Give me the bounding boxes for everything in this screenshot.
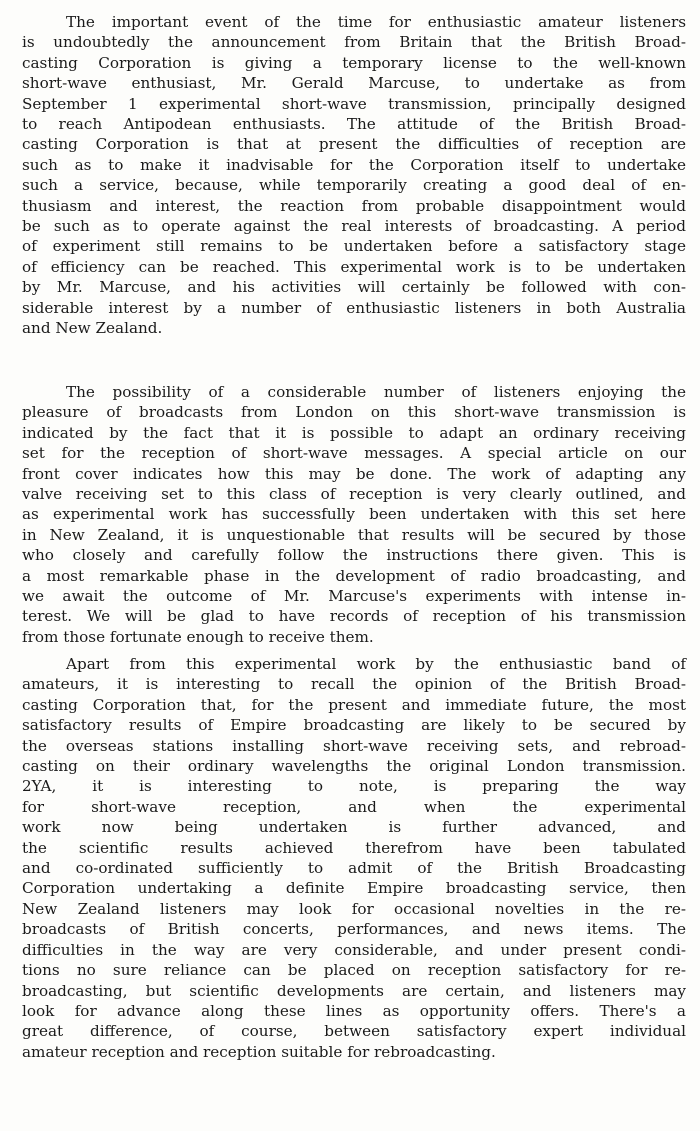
text-line: casting Corporation is that at present the difficulties of reception are [22,135,686,154]
text-line: The possibility of a considerable number of listeners enjoying the [66,383,686,401]
text-line: a most remarkable phase in the development of radio broadcasting, and [22,566,686,585]
text-line: be such as to operate against the real interests of broadcasting. A period [22,217,686,236]
text-line: valve receiving set to this class of reception is very clearly outlined, and [22,485,686,504]
text-line: set for the reception of short-wave messages. A special article on our [22,444,686,463]
text-line: tions no sure reliance can be placed on reception satisfactory for re- [22,961,686,980]
text-line: work now being undertaken is further advanced, and [22,818,686,837]
text-line: The important event of the time for enthusiastic amateur listeners [66,13,686,31]
text-line: casting Corporation is giving a temporary license to the well-known [22,53,686,72]
text-line: of experiment still remains to be undertaken before a satisfactory stage [22,237,686,256]
text-line: from those fortunate enough to receive them. [22,627,374,646]
text-line: we await the outcome of Mr. Marcuse's experiments with intense in- [22,587,686,606]
text-line: indicated by the fact that it is possible to adapt an ordinary receiving [22,423,686,442]
text-line: is undoubtedly the announcement from Britain that the British Broad- [22,33,686,52]
text-line: amateur reception and reception suitable for rebroadcasting. [22,1042,496,1061]
text-line: the overseas stations installing short-wave receiving sets, and rebroad- [22,736,686,755]
text-line: satisfactory results of Empire broadcasting are likely to be secured by [22,716,686,735]
text-line: 2YA, it is interesting to note, is preparing the way [22,777,686,796]
text-line: by Mr. Marcuse, and his activities will certainly be followed with con- [22,278,686,297]
text-line: pleasure of broadcasts from London on this short-wave transmission is [22,403,686,422]
text-line: great difference, of course, between satisfactory expert individual [22,1022,686,1041]
text-line: casting on their ordinary wavelengths the original London transmission. [22,757,686,776]
text-line: Corporation undertaking a definite Empire broadcasting service, then [22,879,686,898]
text-line: New Zealand listeners may look for occasional novelties in the re- [22,899,686,918]
text-line: such as to make it inadvisable for the Corporation itself to undertake [22,155,686,174]
text-line: the scientific results achieved therefrom have been tabulated [22,838,686,857]
text-line: terest. We will be glad to have records of reception of his transmission [22,607,686,626]
text-line: such a service, because, while temporarily creating a good deal of en- [22,176,686,195]
text-line: thusiasm and interest, the reaction from probable disappointment would [22,196,686,215]
paragraph-2 [22,382,686,647]
text-line: in New Zealand, it is unquestionable that results will be secured by those [22,525,686,544]
text-line: for short-wave reception, and when the experimental [22,797,686,816]
text-line: front cover indicates how this may be done. The work of adapting any [22,464,686,483]
text-line: to reach Antipodean enthusiasts. The attitude of the British Broad- [22,115,686,134]
paragraph-1 [22,12,686,339]
text-line: broadcasts of British concerts, performances, and news items. The [22,920,686,939]
text-line: siderable interest by a number of enthusiastic listeners in both Australia [22,298,686,317]
text-line: amateurs, it is interesting to recall the opinion of the British Broad- [22,675,686,694]
text-line: and New Zealand. [22,319,163,338]
text-line: broadcasting, but scientific developments are certain, and listeners may [22,981,686,1000]
text-line: difficulties in the way are very considerable, and under present condi- [22,940,686,959]
text-line: look for advance along these lines as opportunity offers. There's a [22,1001,686,1020]
text-line: and co-ordinated sufficiently to admit of the British Broadcasting [22,859,686,878]
text-line: short-wave enthusiast, Mr. Gerald Marcuse, to undertake as from [22,74,686,93]
text-line: as experimental work has successfully been undertaken with this set here [22,505,686,524]
text-line: September 1 experimental short-wave transmission, principally designed [22,94,686,113]
text-line: who closely and carefully follow the instructions there given. This is [22,546,686,565]
text-line: casting Corporation that, for the present and immediate future, the most [22,695,686,714]
text-line: of efficiency can be reached. This experimental work is to be undertaken [22,257,686,276]
text-line: Apart from this experimental work by the enthusiastic band of [66,655,686,673]
paragraph-3 [22,654,686,1062]
